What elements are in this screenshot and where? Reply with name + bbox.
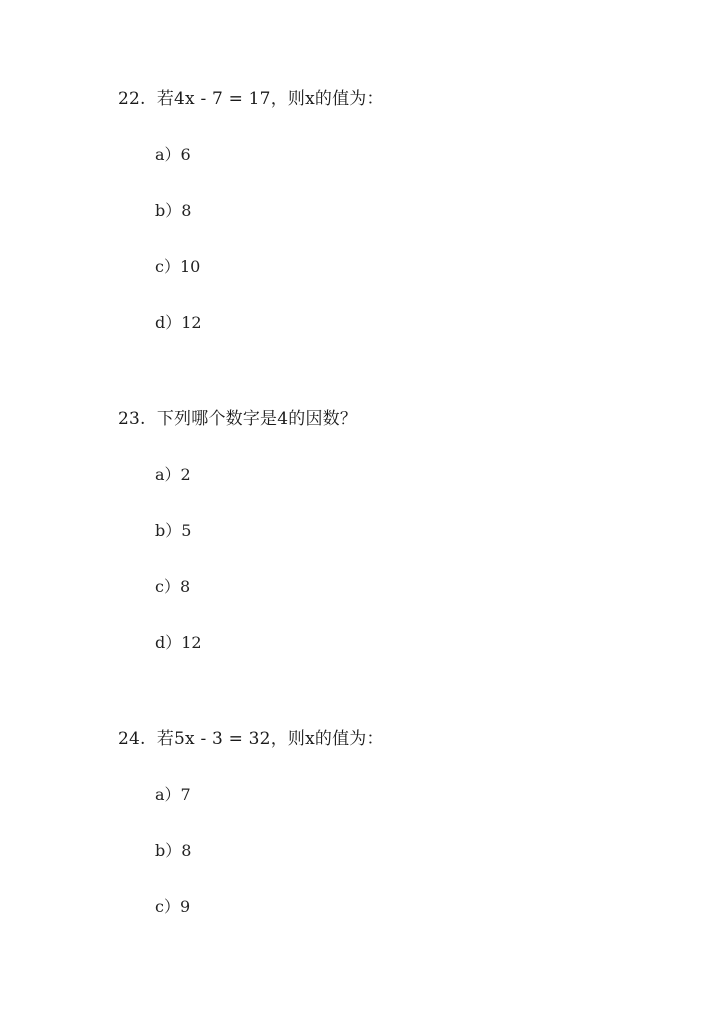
question-24: 24. 若5x - 3 = 32，则x的值为：	[118, 729, 384, 749]
question-23-option-a: a）2	[155, 465, 191, 484]
question-24-option-a: a）7	[155, 785, 191, 804]
question-22-option-c: c）10	[155, 257, 201, 276]
question-22-option-d: d）12	[155, 313, 202, 332]
question-22-option-a: a）6	[155, 145, 191, 164]
question-23-option-c: c）8	[155, 577, 191, 596]
question-22-option-b: b）8	[155, 201, 192, 220]
question-24-option-b: b）8	[155, 841, 192, 860]
question-24-option-c: c）9	[155, 897, 191, 916]
question-23: 23. 下列哪个数字是4的因数？	[118, 409, 358, 429]
question-23-option-b: b）5	[155, 521, 192, 540]
question-22: 22. 若4x - 7 = 17，则x的值为：	[118, 89, 384, 109]
question-23-option-d: d）12	[155, 633, 202, 652]
